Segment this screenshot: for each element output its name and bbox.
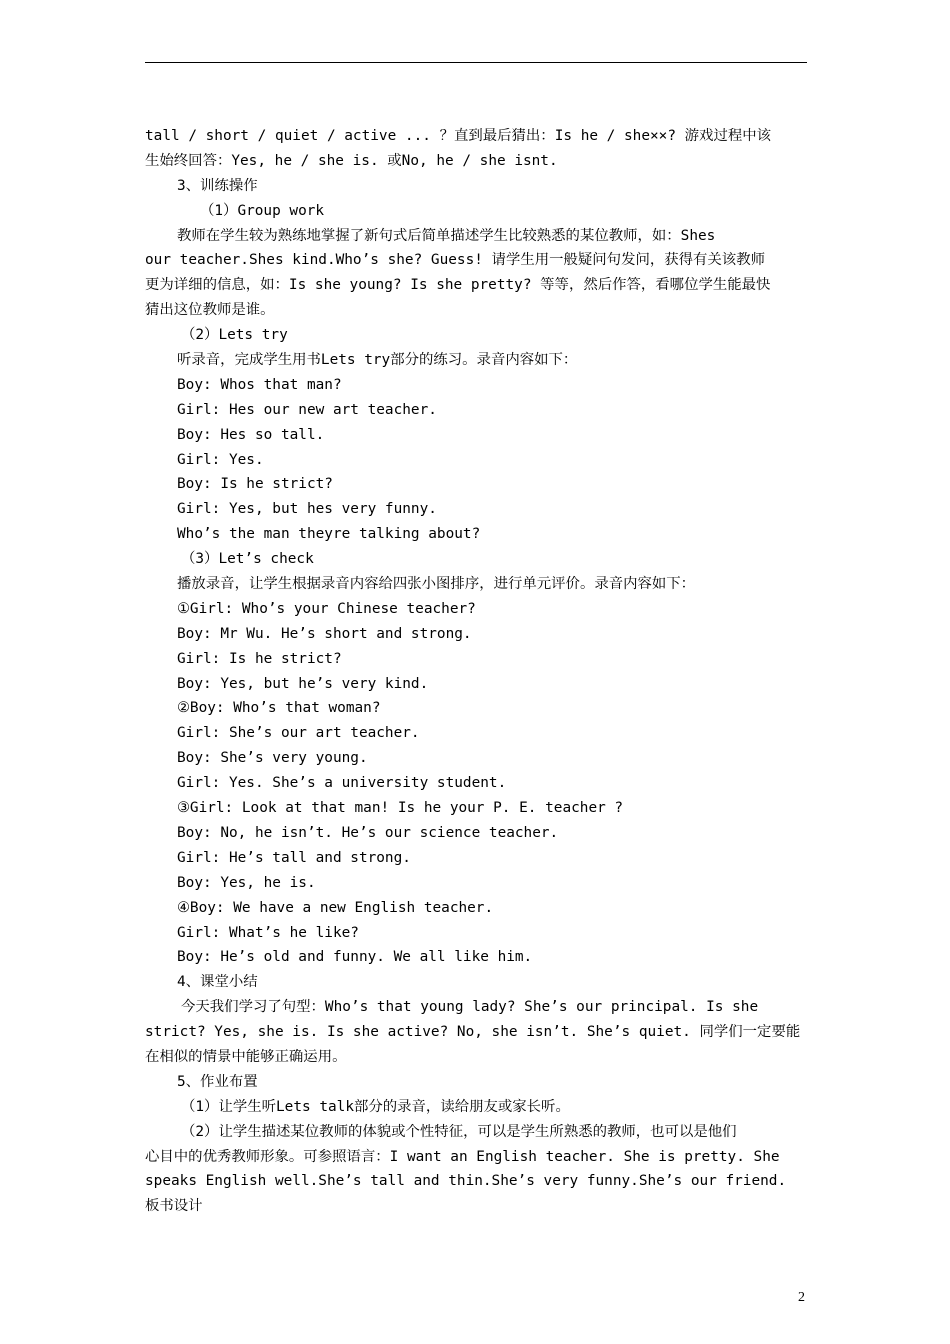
text-line: 生始终回答：Yes, he / she is. 或No, he / she isnt. [145,152,558,169]
text-line: Girl: Yes, but hes very funny. [177,501,437,518]
text-line: Boy: She’s very young. [177,750,368,767]
header-rule [145,62,807,63]
text-line: （1）Group work [200,202,325,219]
page-number: 2 [798,1290,805,1305]
text-line: 教师在学生较为熟练地掌握了新句式后简单描述学生比较熟悉的某位教师，如：Shes [177,227,716,244]
text-line: 3、训练操作 [177,177,258,194]
text-line: 播放录音，让学生根据录音内容给四张小图排序，进行单元评价。录音内容如下： [177,576,696,593]
text-line: strict? Yes, she is. Is she active? No, she isn’t. She’s quiet. 同学们一定要能 [145,1024,801,1041]
text-line: Girl: He’s tall and strong. [177,849,411,866]
text-line: （2）让学生描述某位教师的体貌或个性特征，可以是学生所熟悉的教师，也可以是他们 [181,1123,737,1140]
text-line: speaks English well.She’s tall and thin.She’s very funny.She’s our friend. [145,1173,787,1190]
text-line: 更为详细的信息，如：Is she young? Is she pretty? 等等，然后作答，看哪位学生能最快 [145,277,771,294]
text-line: Boy: Yes, but he’s very kind. [177,675,429,692]
text-line: Boy: Hes so tall. [177,426,325,443]
text-line: Girl: What’s he like? [177,924,359,941]
text-line: Girl: Is he strict? [177,650,342,667]
text-line: 4、课堂小结 [177,974,258,991]
text-line: Girl: Yes. [177,451,264,468]
text-line: （3）Let’s check [181,551,314,568]
text-line: Girl: Yes. She’s a university student. [177,775,507,792]
text-line: 心目中的优秀教师形象。可参照语言：I want an English teacher. She is pretty. She [145,1148,780,1165]
text-line: ③Girl: Look at that man! Is he your P. E. teacher ? [177,800,624,817]
text-line: our teacher.Shes kind.Who’s she? Guess! 请学生用一般疑问句发问，获得有关该教师 [145,252,765,269]
text-line: Boy: Is he strict? [177,476,333,493]
text-line: ②Boy: Who’s that woman? [177,700,381,717]
text-line: Girl: She’s our art teacher. [177,725,420,742]
text-line: 猜出这位教师是谁。 [145,302,275,319]
text-line: 板书设计 [145,1198,203,1215]
text-line: Boy: No, he isn’t. He’s our science teacher. [177,824,559,841]
text-line: （1）让学生听Lets talk部分的录音，读给朋友或家长听。 [181,1098,570,1115]
text-line: Boy: Mr Wu. He’s short and strong. [177,625,472,642]
text-line: tall / short / quiet / active ... ？直到最后猜出：Is he / she××? 游戏过程中该 [145,128,772,144]
text-line: Boy: Whos that man? [177,376,342,393]
text-line: ①Girl: Who’s your Chinese teacher? [177,600,476,617]
text-line: ④Boy: We have a new English teacher. [177,899,494,916]
text-line: 在相似的情景中能够正确运用。 [145,1048,347,1065]
text-line: Girl: Hes our new art teacher. [177,401,437,418]
text-line: （2）Lets try [181,327,288,344]
document-body [145,124,807,1219]
text-line: 5、作业布置 [177,1073,258,1090]
text-line: 听录音，完成学生用书Lets try部分的练习。录音内容如下： [177,352,578,369]
text-line: Boy: He’s old and funny. We all like him. [177,949,533,966]
text-line: Boy: Yes, he is. [177,874,316,891]
text-line: 今天我们学习了句型：Who’s that young lady? She’s our principal. Is she [181,999,759,1016]
text-line: Who’s the man theyre talking about? [177,526,481,543]
